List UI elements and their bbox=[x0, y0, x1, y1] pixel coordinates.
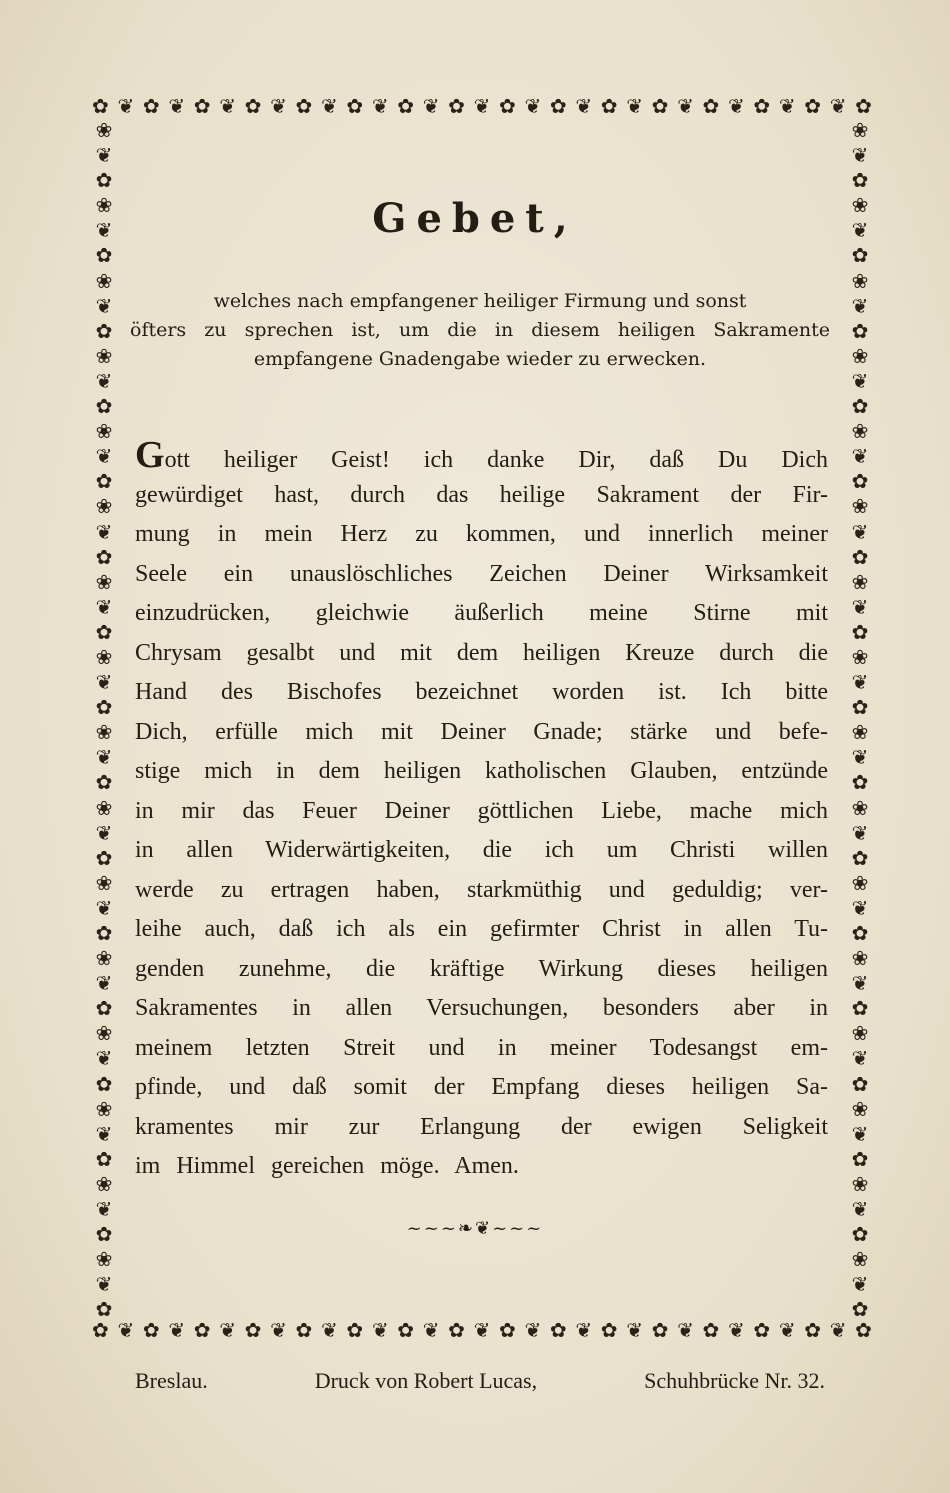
ornament-icon: ❦ bbox=[95, 971, 113, 996]
ornament-icon: ❦ bbox=[524, 94, 542, 118]
ornament-icon: ✿ bbox=[95, 921, 113, 945]
ornament-icon: ❦ bbox=[95, 1272, 113, 1297]
text-line: einzudrücken, gleichwie äußerlich meine Stirne mit bbox=[135, 600, 828, 626]
ornament-icon: ❦ bbox=[422, 94, 440, 118]
text-line: genden zunehme, die kräftige Wirkung dieses heiligen bbox=[135, 955, 828, 982]
subtitle-line: öfters zu sprechen ist, um die in diesem heiligen Sakramente bbox=[130, 319, 830, 341]
ornament-icon: ❀ bbox=[95, 720, 113, 745]
ornament-icon: ❀ bbox=[851, 1171, 869, 1196]
ornament-icon: ❦ bbox=[851, 971, 869, 996]
ornament-icon: ✿ bbox=[499, 94, 516, 118]
ornament-icon: ✿ bbox=[851, 469, 869, 494]
ornament-icon: ✿ bbox=[142, 1318, 160, 1342]
ornament-icon: ❦ bbox=[851, 368, 869, 393]
ornament-icon: ✿ bbox=[244, 94, 262, 118]
ornament-icon: ✿ bbox=[346, 94, 364, 118]
ornamental-border-top bbox=[92, 94, 872, 118]
ornament-icon: ✿ bbox=[95, 845, 113, 870]
drop-cap: G bbox=[135, 436, 165, 476]
subtitle-line: empfangene Gnadengabe wieder zu erwecken. bbox=[253, 348, 707, 370]
ornament-icon: ✿ bbox=[851, 1071, 869, 1096]
text-line: in allen Widerwärtigkeiten, die ich um Christi willen bbox=[135, 837, 828, 863]
ornament-icon: ❦ bbox=[95, 1197, 113, 1222]
ornament-icon: ✿ bbox=[448, 1318, 465, 1342]
ornament-icon: ✿ bbox=[92, 1318, 109, 1342]
ornament-icon: ❦ bbox=[677, 1318, 694, 1342]
ornament-icon: ✿ bbox=[95, 544, 113, 569]
ornament-icon: ❦ bbox=[95, 594, 113, 619]
ornament-icon: ❦ bbox=[168, 94, 186, 118]
ornament-icon: ❀ bbox=[851, 1021, 869, 1046]
ornament-icon: ❀ bbox=[851, 720, 869, 745]
ornament-icon: ✿ bbox=[95, 318, 113, 343]
ornament-icon: ❀ bbox=[95, 946, 113, 971]
ornament-icon: ❦ bbox=[778, 94, 796, 118]
ornament-icon: ❦ bbox=[851, 594, 869, 619]
ornament-icon: ✿ bbox=[448, 94, 465, 118]
ornament-icon: ✿ bbox=[651, 1318, 669, 1342]
ornament-icon: ✿ bbox=[851, 168, 869, 193]
ornament-icon: ❦ bbox=[727, 94, 745, 118]
ornament-icon: ❀ bbox=[851, 419, 869, 444]
ornament-icon: ❦ bbox=[677, 94, 694, 118]
ornament-icon: ✿ bbox=[851, 770, 869, 795]
subtitle bbox=[130, 287, 830, 374]
text-line: stige mich in dem heiligen katholischen Glauben, entzünde bbox=[135, 758, 828, 784]
ornament-icon: ❦ bbox=[851, 519, 869, 544]
ornament-icon: ❦ bbox=[851, 293, 869, 318]
ornament-icon: ✿ bbox=[851, 243, 869, 268]
ornament-icon: ✿ bbox=[804, 1318, 822, 1342]
ornament-icon: ❀ bbox=[95, 1096, 113, 1121]
text-line: im Himmel gereichen möge. Amen. bbox=[135, 1153, 519, 1179]
ornament-icon: ❀ bbox=[851, 118, 869, 142]
ornament-icon: ✿ bbox=[499, 1318, 516, 1342]
ornament-icon: ❦ bbox=[320, 1318, 338, 1342]
ornament-icon: ❦ bbox=[727, 1318, 745, 1342]
ornament-icon: ❀ bbox=[851, 1247, 869, 1272]
ornament-icon: ✿ bbox=[397, 94, 415, 118]
ornament-icon: ❦ bbox=[778, 1318, 796, 1342]
ornament-icon: ❀ bbox=[95, 1021, 113, 1046]
ornament-icon: ✿ bbox=[95, 695, 113, 720]
ornament-icon: ❦ bbox=[829, 1318, 847, 1342]
ornament-icon: ❦ bbox=[851, 820, 869, 845]
text-line-content: ott heiliger Geist! ich danke Dir, daß Du Dich bbox=[164, 447, 828, 473]
text-line: Dich, erfülle mich mit Deiner Gnade; stärke und befe- bbox=[135, 718, 828, 745]
ornament-icon: ✿ bbox=[95, 243, 113, 268]
ornament-icon: ❦ bbox=[95, 1121, 113, 1146]
ornament-icon: ❀ bbox=[95, 268, 113, 293]
ornament-icon: ❦ bbox=[320, 94, 338, 118]
ornamental-border-bottom bbox=[92, 1318, 872, 1342]
ornament-icon: ❦ bbox=[851, 218, 869, 243]
ornament-icon: ❦ bbox=[851, 444, 869, 469]
ornament-icon: ✿ bbox=[753, 94, 771, 118]
text-line: in mir das Feuer Deiner göttlichen Liebe, mache mich bbox=[135, 797, 828, 824]
ornament-icon: ❀ bbox=[95, 343, 113, 368]
text-line: Sakramentes in allen Versuchungen, besonders aber in bbox=[135, 995, 828, 1021]
ornament-icon: ❦ bbox=[851, 143, 869, 168]
ornament-icon: ❦ bbox=[95, 895, 113, 920]
ornament-icon: ❀ bbox=[851, 1096, 869, 1121]
ornament-icon: ✿ bbox=[95, 1297, 113, 1322]
text-line: leihe auch, daß ich als ein gefirmter Christ in allen Tu- bbox=[135, 916, 828, 942]
ornament-icon: ✿ bbox=[804, 94, 822, 118]
ornament-icon: ❦ bbox=[851, 670, 869, 695]
ornament-icon: ✿ bbox=[95, 770, 113, 795]
ornament-icon: ❀ bbox=[851, 870, 869, 895]
ornament-icon: ❦ bbox=[95, 143, 113, 168]
ornament-icon: ✿ bbox=[702, 1318, 720, 1342]
ornament-icon: ❦ bbox=[371, 1318, 389, 1342]
ornament-icon: ❦ bbox=[95, 1046, 113, 1071]
ornament-icon: ❀ bbox=[95, 419, 113, 444]
ornament-icon: ✿ bbox=[95, 619, 113, 644]
text-line bbox=[135, 436, 828, 476]
ornament-icon: ✿ bbox=[95, 1071, 113, 1096]
ornament-icon: ✿ bbox=[95, 996, 113, 1021]
imprint bbox=[135, 1368, 825, 1394]
ornament-icon: ❦ bbox=[219, 1318, 236, 1342]
ornament-icon: ✿ bbox=[600, 94, 618, 118]
ornament-icon: ✿ bbox=[95, 1222, 113, 1247]
ornament-icon: ❦ bbox=[473, 94, 491, 118]
imprint-address: Schuhbrücke Nr. 32. bbox=[644, 1368, 825, 1393]
ornament-icon: ❦ bbox=[168, 1318, 186, 1342]
ornament-icon: ✿ bbox=[295, 1318, 313, 1342]
ornament-icon: ❦ bbox=[851, 1197, 869, 1222]
ornament-icon: ✿ bbox=[651, 94, 669, 118]
ornamental-border-right bbox=[848, 120, 872, 1320]
ornament-icon: ❀ bbox=[95, 870, 113, 895]
ornament-icon: ❀ bbox=[851, 795, 869, 820]
ornament-icon: ❦ bbox=[95, 820, 113, 845]
ornament-icon: ✿ bbox=[95, 394, 113, 419]
text-line: Seele ein unauslöschliches Zeichen Deiner Wirksamkeit bbox=[135, 560, 828, 587]
ornament-icon: ❦ bbox=[95, 519, 113, 544]
ornament-icon: ❦ bbox=[95, 444, 113, 469]
ornament-icon: ✿ bbox=[95, 469, 113, 494]
ornament-icon: ✿ bbox=[851, 996, 869, 1021]
ornament-icon: ✿ bbox=[142, 94, 160, 118]
ornament-icon: ✿ bbox=[244, 1318, 262, 1342]
ornament-icon: ❀ bbox=[851, 268, 869, 293]
ornament-icon: ❀ bbox=[95, 1247, 113, 1272]
ornament-icon: ✿ bbox=[851, 921, 869, 945]
ornament-icon: ❀ bbox=[95, 644, 113, 669]
ornament-icon: ✿ bbox=[549, 94, 567, 118]
ornament-icon: ❦ bbox=[219, 94, 236, 118]
ornament-icon: ✿ bbox=[600, 1318, 618, 1342]
ornament-icon: ❦ bbox=[626, 94, 643, 118]
ornament-icon: ❀ bbox=[851, 193, 869, 218]
ornament-icon: ❀ bbox=[95, 795, 113, 820]
ornament-icon: ✿ bbox=[92, 94, 109, 118]
text-line: mung in mein Herz zu kommen, und innerlich meiner bbox=[135, 521, 828, 547]
ornament-icon: ❦ bbox=[851, 1272, 869, 1297]
imprint-place: Breslau. bbox=[135, 1368, 208, 1393]
ornament-icon: ✿ bbox=[855, 94, 872, 118]
ornament-icon: ✿ bbox=[702, 94, 720, 118]
ornament-icon: ✿ bbox=[851, 695, 869, 720]
ornament-icon: ❀ bbox=[851, 644, 869, 669]
text-line: Hand des Bischofes bezeichnet worden ist. Ich bitte bbox=[135, 679, 828, 705]
ornament-icon: ❦ bbox=[851, 1121, 869, 1146]
page-title: Gebet, bbox=[372, 195, 578, 242]
ornament-icon: ❦ bbox=[851, 895, 869, 920]
text-line: gewürdiget hast, durch das heilige Sakrament der Fir- bbox=[135, 481, 828, 508]
ornament-icon: ❦ bbox=[524, 1318, 542, 1342]
ornament-icon: ✿ bbox=[851, 394, 869, 419]
text-line: Chrysam gesalbt und mit dem heiligen Kreuze durch die bbox=[135, 639, 828, 666]
ornament-icon: ✿ bbox=[851, 845, 869, 870]
ornament-icon: ❀ bbox=[95, 193, 113, 218]
ornament-icon: ❦ bbox=[851, 745, 869, 770]
subtitle-line: welches nach empfangener heiliger Firmung und sonst bbox=[213, 290, 747, 312]
ornament-icon: ✿ bbox=[851, 544, 869, 569]
text-line: pfinde, und daß somit der Empfang dieses heiligen Sa- bbox=[135, 1074, 828, 1100]
ornament-icon: ❦ bbox=[575, 94, 593, 118]
ornament-icon: ❦ bbox=[95, 293, 113, 318]
ornament-icon: ❀ bbox=[95, 494, 113, 519]
imprint-printer: Druck von Robert Lucas, bbox=[314, 1368, 538, 1393]
ornament-icon: ❀ bbox=[95, 1171, 113, 1196]
ornament-icon: ❦ bbox=[626, 1318, 643, 1342]
ornament-icon: ❀ bbox=[851, 494, 869, 519]
ornament-icon: ❦ bbox=[117, 1318, 135, 1342]
ornament-icon: ❦ bbox=[473, 1318, 491, 1342]
ornament-icon: ❦ bbox=[95, 670, 113, 695]
ornament-icon: ✿ bbox=[397, 1318, 415, 1342]
ornament-icon: ✿ bbox=[851, 619, 869, 644]
ornament-icon: ✿ bbox=[549, 1318, 567, 1342]
ornament-icon: ✿ bbox=[753, 1318, 771, 1342]
ornament-icon: ❦ bbox=[851, 1046, 869, 1071]
ornament-icon: ✿ bbox=[346, 1318, 364, 1342]
ornament-icon: ❦ bbox=[95, 745, 113, 770]
ornament-icon: ✿ bbox=[193, 1318, 211, 1342]
text-line: werde zu ertragen haben, starkmüthig und geduldig; ver- bbox=[135, 876, 828, 903]
ornamental-divider: ~~~❧❦~~~ bbox=[406, 1218, 544, 1239]
ornament-icon: ❀ bbox=[95, 569, 113, 594]
ornament-icon: ❦ bbox=[371, 94, 389, 118]
text-line: meinem letzten Streit und in meiner Todesangst em- bbox=[135, 1034, 828, 1061]
prayer-text bbox=[135, 436, 828, 1187]
ornament-icon: ❦ bbox=[117, 94, 135, 118]
ornament-icon: ✿ bbox=[851, 318, 869, 343]
ornament-icon: ❦ bbox=[829, 94, 847, 118]
ornament-icon: ✿ bbox=[95, 1146, 113, 1171]
ornament-icon: ❦ bbox=[95, 368, 113, 393]
ornamental-border-left bbox=[92, 120, 116, 1320]
ornament-icon: ❀ bbox=[851, 343, 869, 368]
text-line: kramentes mir zur Erlangung der ewigen Seligkeit bbox=[135, 1113, 828, 1140]
ornament-icon: ✿ bbox=[851, 1297, 869, 1322]
ornament-icon: ✿ bbox=[851, 1146, 869, 1171]
ornament-icon: ❦ bbox=[422, 1318, 440, 1342]
ornament-icon: ✿ bbox=[95, 168, 113, 193]
ornament-icon: ✿ bbox=[295, 94, 313, 118]
ornament-icon: ❦ bbox=[575, 1318, 593, 1342]
ornament-icon: ✿ bbox=[193, 94, 211, 118]
ornament-icon: ✿ bbox=[855, 1318, 872, 1342]
ornament-icon: ❦ bbox=[95, 218, 113, 243]
ornament-icon: ❀ bbox=[851, 946, 869, 971]
ornament-icon: ❀ bbox=[851, 569, 869, 594]
ornament-icon: ❀ bbox=[95, 118, 113, 142]
ornament-icon: ❦ bbox=[270, 1318, 287, 1342]
ornament-icon: ❦ bbox=[270, 94, 287, 118]
ornament-icon: ✿ bbox=[851, 1222, 869, 1247]
